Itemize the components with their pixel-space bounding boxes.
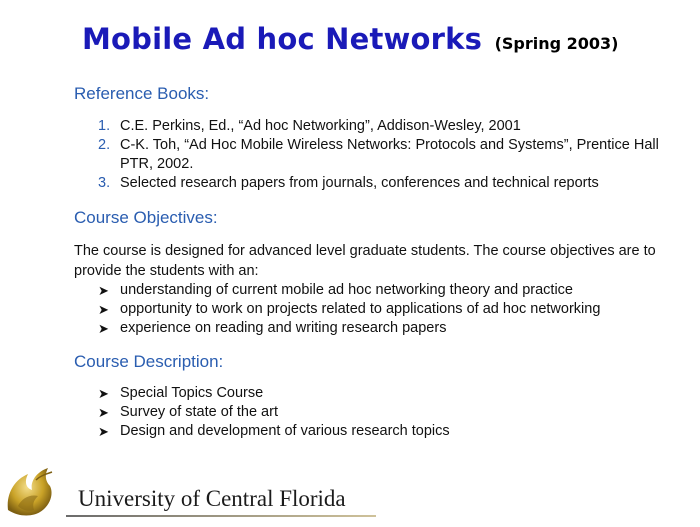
list-item — [98, 136, 678, 174]
list-item-number: 1. — [98, 118, 111, 134]
list-item-text: understanding of current mobile ad hoc networking theory and practice — [120, 282, 573, 298]
slide-title: Mobile Ad hoc Networks — [82, 22, 483, 56]
list-item-text: Design and development of various research topics — [120, 423, 450, 439]
list-item-text: Special Topics Course — [120, 385, 264, 401]
course-objectives-heading: Course Objectives: — [74, 208, 218, 227]
university-name: University of Central Florida — [78, 486, 346, 511]
course-description-list — [98, 384, 678, 441]
arrow-bullet-icon: ➤ — [98, 283, 109, 298]
course-description-heading: Course Description: — [74, 352, 224, 371]
reference-books-heading: Reference Books: — [74, 84, 210, 103]
list-item-text: C.E. Perkins, Ed., “Ad hoc Networking”, Addison-Wesley, 2001 — [120, 118, 521, 134]
ucf-pegasus-logo — [0, 460, 62, 527]
list-item-text: experience on reading and writing research papers — [120, 320, 447, 336]
list-item — [98, 422, 678, 441]
list-item — [98, 403, 678, 422]
list-item — [98, 319, 678, 338]
list-item-text: opportunity to work on projects related to applications of ad hoc networking — [120, 301, 601, 317]
arrow-bullet-icon: ➤ — [98, 386, 109, 401]
course-objectives-list — [98, 281, 678, 338]
slide-title-row — [82, 22, 618, 56]
list-item — [98, 384, 678, 403]
list-item — [98, 174, 678, 193]
list-item-number: 3. — [98, 175, 111, 191]
list-item — [98, 281, 678, 300]
list-item — [98, 300, 678, 319]
list-item-text: Survey of state of the art — [120, 404, 278, 420]
arrow-bullet-icon: ➤ — [98, 405, 109, 420]
reference-books-list — [98, 117, 678, 193]
arrow-bullet-icon: ➤ — [98, 302, 109, 317]
slide-subtitle: (Spring 2003) — [494, 34, 619, 53]
list-item-text: C-K. Toh, “Ad Hoc Mobile Wireless Networks: Protocols and Systems”, Prentice Hall PTR, 2002. — [120, 137, 659, 172]
course-objectives-intro: The course is designed for advanced level graduate students. The course objectives are to provide the students with an: — [74, 243, 656, 279]
list-item — [98, 117, 678, 136]
list-item-text: Selected research papers from journals, conferences and technical reports — [120, 175, 599, 191]
list-item-number: 2. — [98, 137, 111, 153]
arrow-bullet-icon: ➤ — [98, 321, 109, 336]
arrow-bullet-icon: ➤ — [98, 424, 109, 439]
footer-divider — [66, 515, 376, 517]
